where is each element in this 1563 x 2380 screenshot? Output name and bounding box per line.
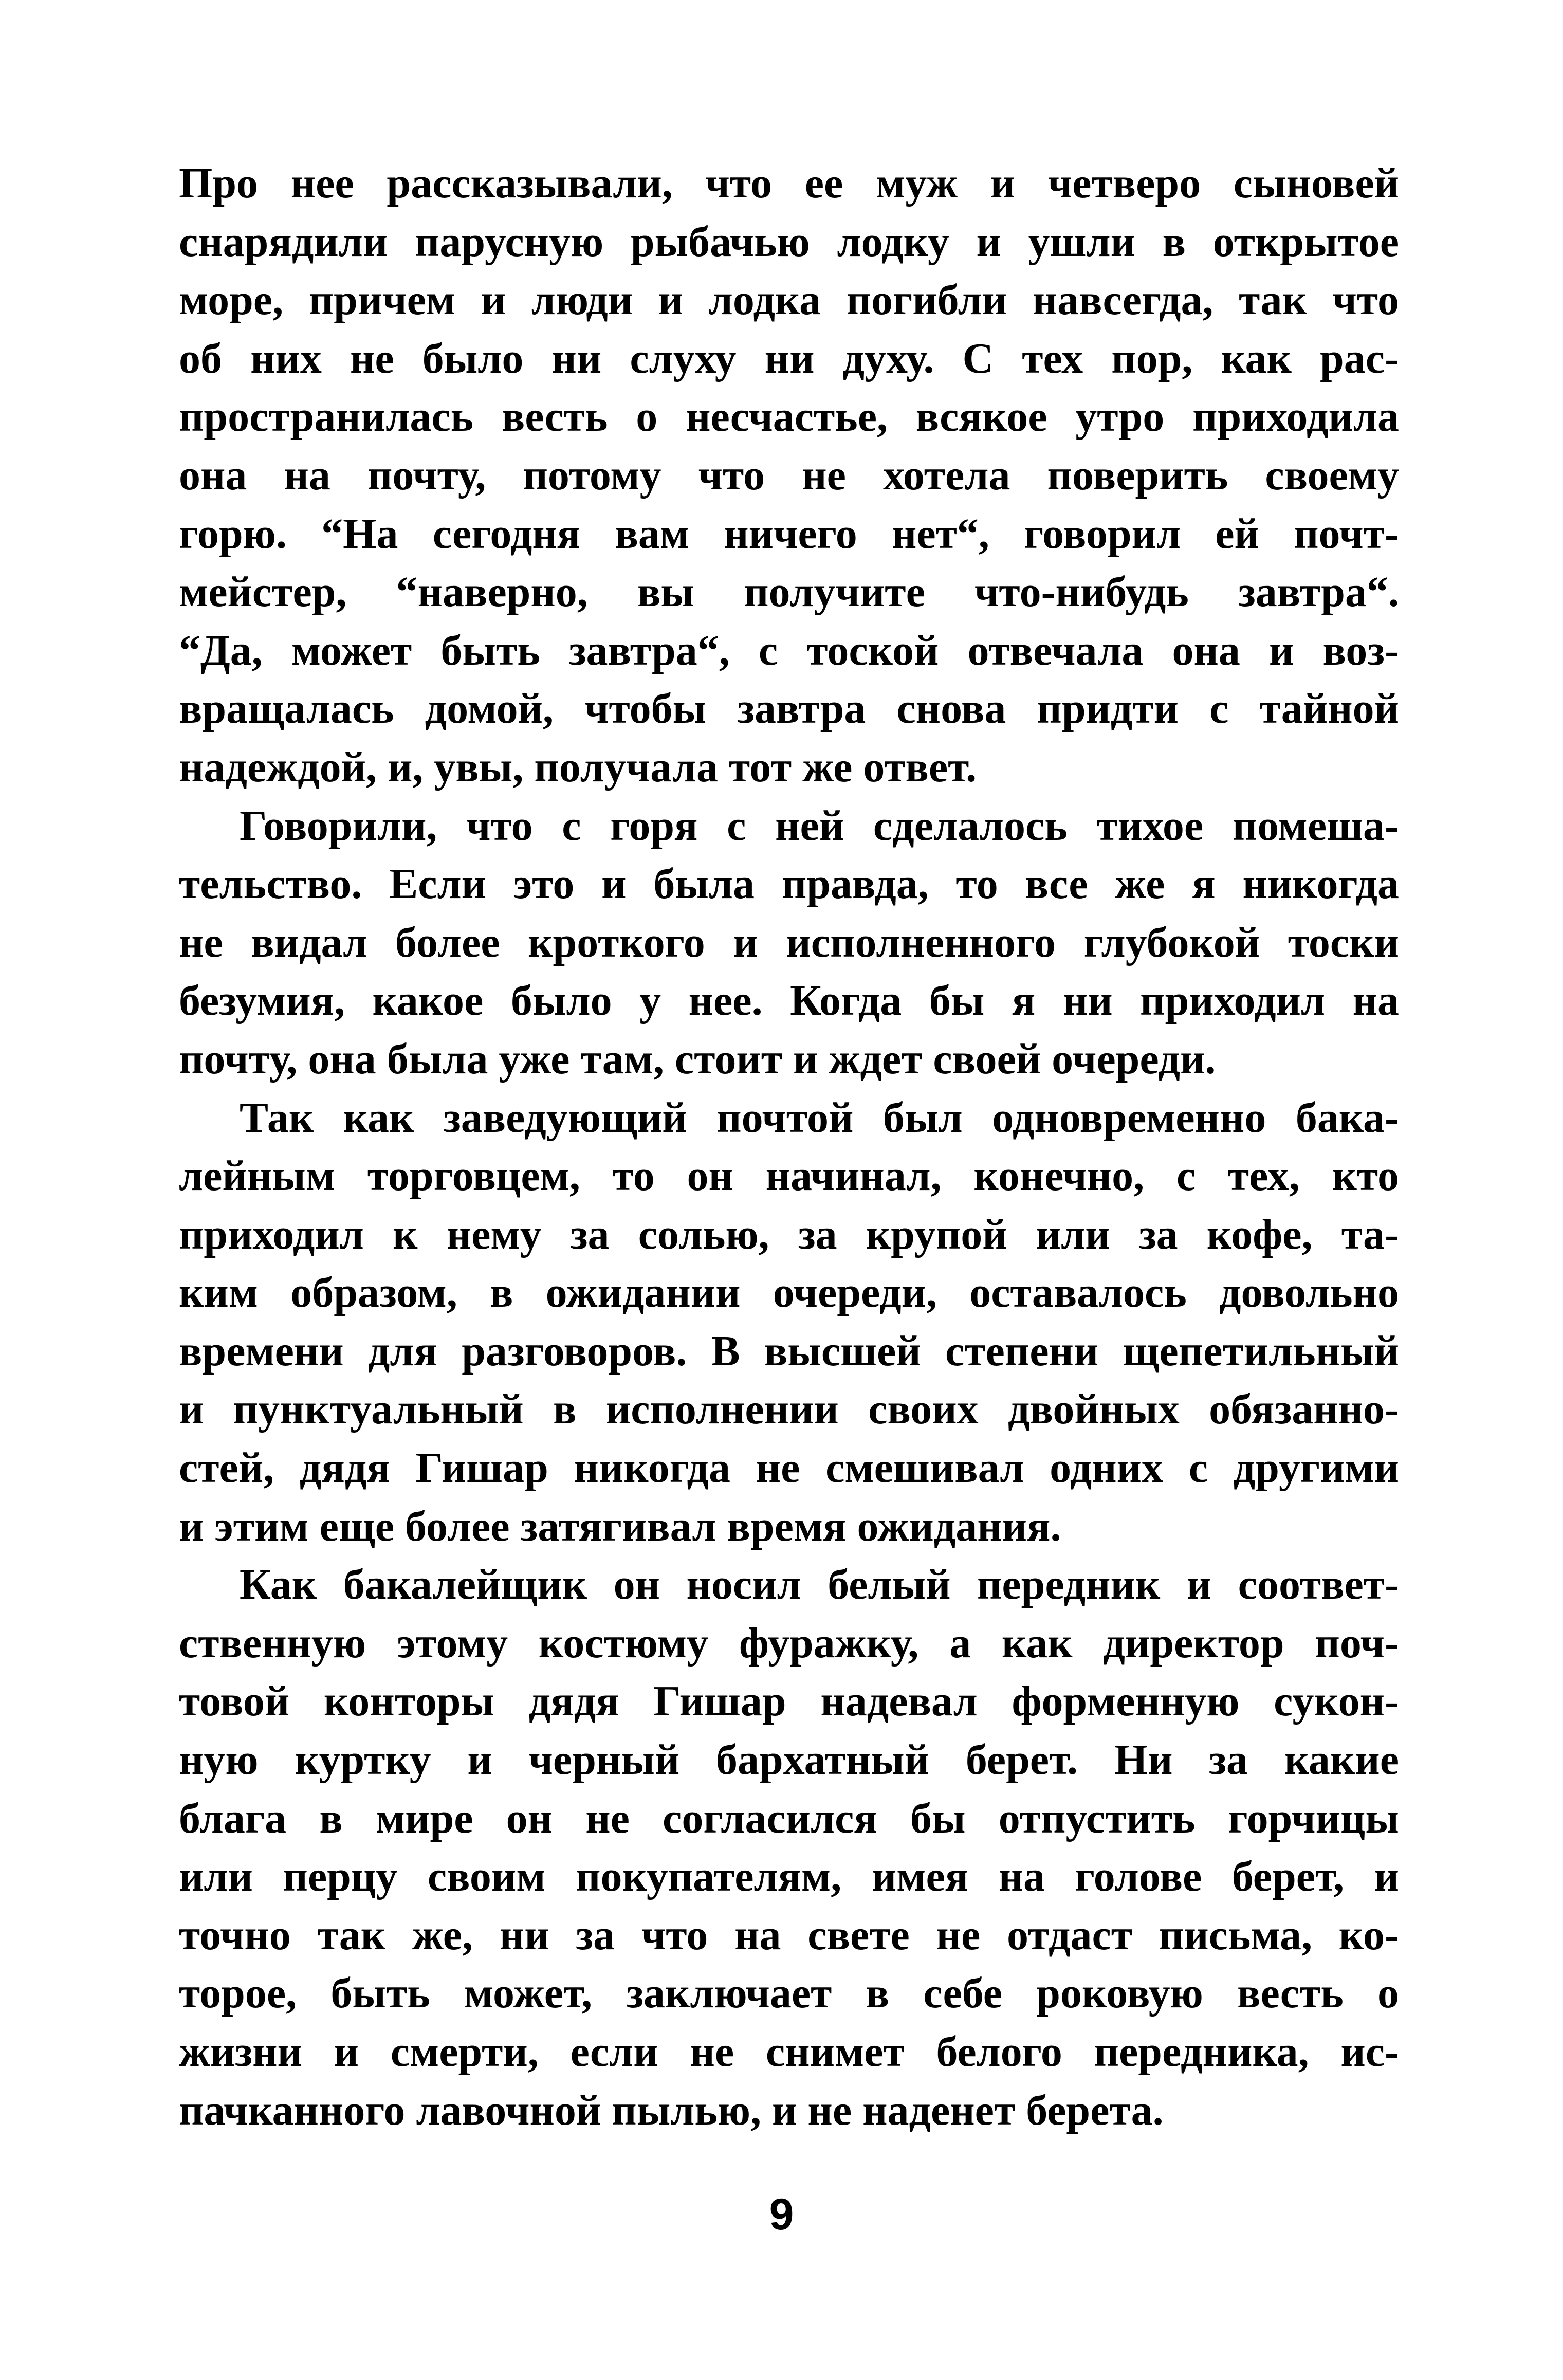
text-line: море, причем и люди и лодка погибли навсегда, так что xyxy=(179,276,1399,324)
text-line: пространилась весть о несчастье, всякое утро приходила xyxy=(179,393,1399,441)
text-line: блага в мире он не согласился бы отпустить горчицы xyxy=(179,1794,1399,1842)
text-line: надеждой, и, увы, получала тот же ответ. xyxy=(179,743,977,791)
page-number: 9 xyxy=(769,2190,794,2239)
text-line: Как бакалейщик он носил белый передник и соответ- xyxy=(240,1561,1399,1609)
text-line: ную куртку и черный бархатный берет. Ни за какие xyxy=(179,1736,1399,1784)
text-line: почту, она была уже там, стоит и ждет своей очереди. xyxy=(179,1035,1216,1083)
text-line: и этим еще более затягивал время ожидания. xyxy=(179,1502,1061,1550)
paragraph-1 xyxy=(179,154,1399,797)
text-line: пачканного лавочной пылью, и не наденет берета. xyxy=(179,2086,1164,2134)
text-line: она на почту, потому что не хотела поверить своему xyxy=(179,451,1399,499)
text-line: безумия, какое было у нее. Когда бы я ни приходил на xyxy=(179,977,1399,1025)
text-line: вращалась домой, чтобы завтра снова придти с тайной xyxy=(179,685,1399,733)
text-line: или перцу своим покупателям, имея на голове берет, и xyxy=(179,1853,1399,1901)
text-line: и пунктуальный в исполнении своих двойных обязанно- xyxy=(179,1385,1399,1434)
text-line: ственную этому костюму фуражку, а как директор поч- xyxy=(179,1619,1399,1667)
text-line: горю. “На сегодня вам ничего нет“, говорил ей почт- xyxy=(179,509,1399,558)
text-line: Про нее рассказывали, что ее муж и четверо сыновей xyxy=(179,159,1399,207)
text-line: мейстер, “наверно, вы получите что-нибудь завтра“. xyxy=(179,568,1399,616)
text-line: Говорили, что с горя с ней сделалось тихое помеша- xyxy=(240,801,1399,850)
text-line: торое, быть может, заключает в себе роковую весть о xyxy=(179,1969,1399,2018)
text-line: приходил к нему за солью, за крупой или за кофе, та- xyxy=(179,1210,1399,1258)
text-line: тельство. Если это и была правда, то все же я никогда xyxy=(179,860,1399,908)
text-line: жизни и смерти, если не снимет белого передника, ис- xyxy=(179,2028,1399,2076)
paragraph-3 xyxy=(179,1089,1399,1556)
text-line: не видал более кроткого и исполненного глубокой тоски xyxy=(179,918,1399,966)
text-line: об них не было ни слуху ни духу. С тех пор, как рас- xyxy=(179,334,1399,382)
text-line: Так как заведующий почтой был одновременно бака- xyxy=(240,1093,1399,1142)
text-line: “Да, может быть завтра“, с тоской отвечала она и воз- xyxy=(179,626,1399,674)
text-line: лейным торговцем, то он начинал, конечно, с тех, кто xyxy=(179,1152,1399,1200)
text-line: товой конторы дядя Гишар надевал форменную сукон- xyxy=(179,1677,1399,1726)
text-line: стей, дядя Гишар никогда не смешивал одних с другими xyxy=(179,1444,1399,1492)
text-line: снарядили парусную рыбачью лодку и ушли в открытое xyxy=(179,217,1399,266)
text-line: времени для разговоров. В высшей степени щепетильный xyxy=(179,1327,1399,1375)
body-text xyxy=(179,154,1399,2139)
text-line: точно так же, ни за что на свете не отдаст письма, ко- xyxy=(179,1911,1399,1959)
paragraph-2 xyxy=(179,797,1399,1089)
paragraph-4 xyxy=(179,1555,1399,2139)
text-line: ким образом, в ожидании очереди, оставалось довольно xyxy=(179,1269,1399,1317)
